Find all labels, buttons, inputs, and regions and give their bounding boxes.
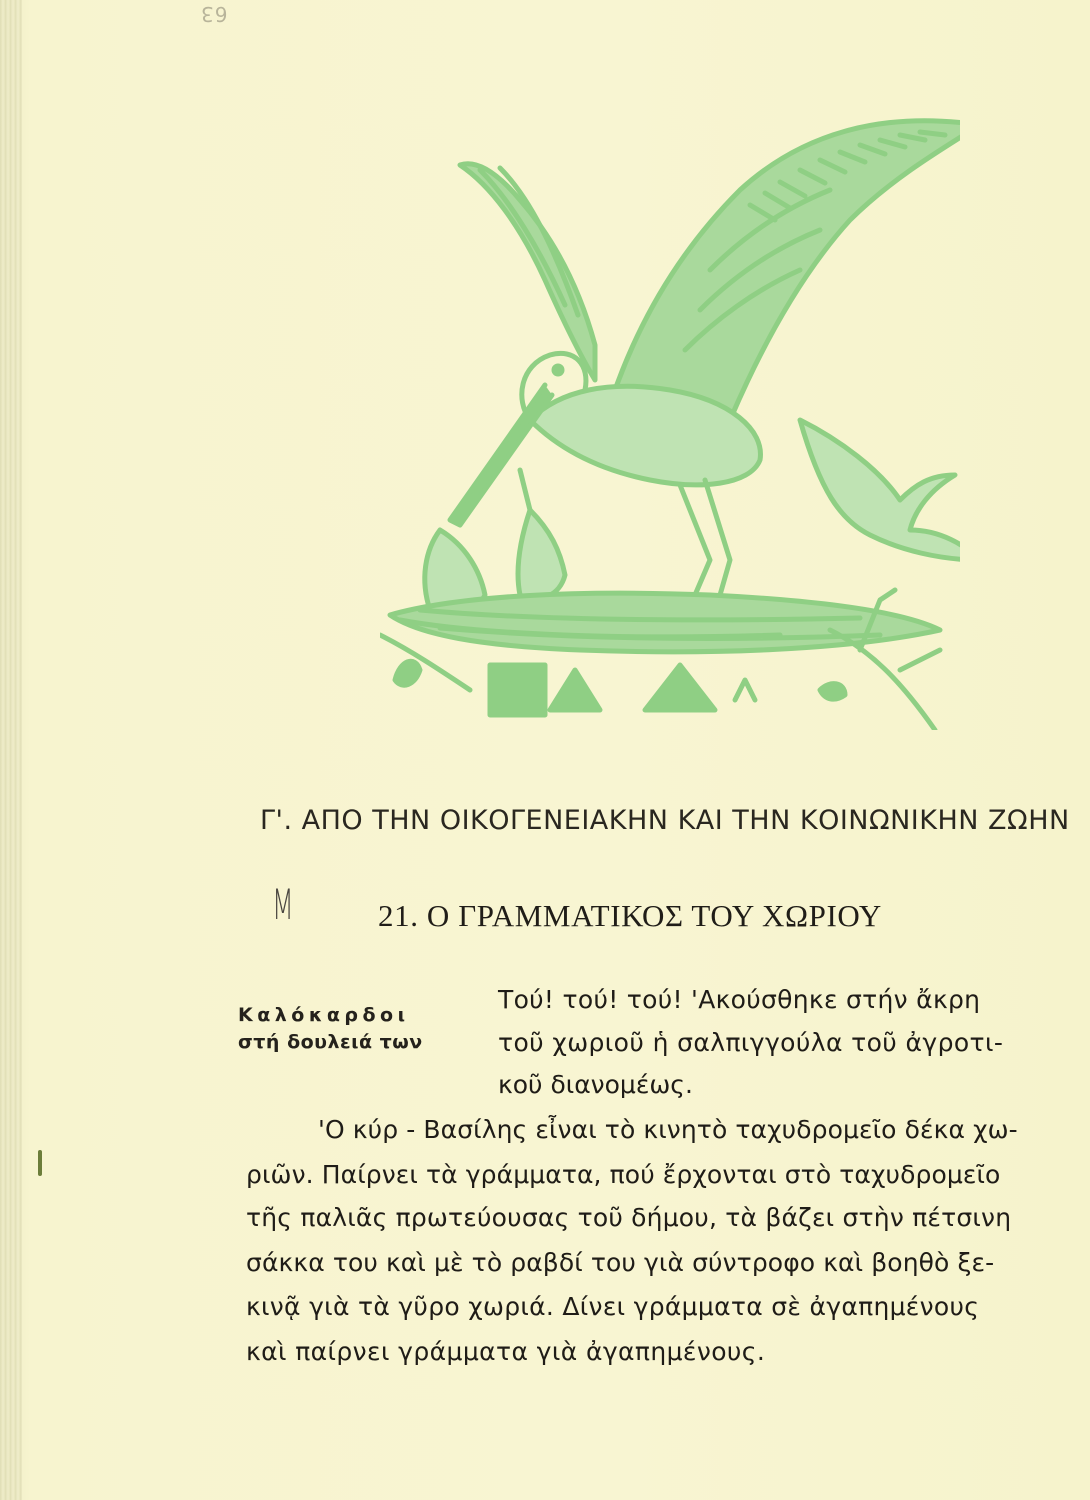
section-heading: Γ'. ΑΠΟ ΤΗΝ ΟΙΚΟΓΕΝΕΙΑΚΗΝ ΚΑΙ ΤΗΝ ΚΟΙΝΩΝΙΚΗΝ ΖΩΗΝ [260,805,1070,836]
page-edge-shadow [0,0,22,1500]
margin-mark: M [272,880,294,929]
body-line-1: Τού! τού! τού! 'Ακούσθηκε στήν ἄκρη [498,985,981,1014]
body-line-7: σάκκα του καὶ μὲ τὸ ραβδί του γιὰ σύντροφο καὶ βοηθὸ ξε- [246,1248,995,1277]
body-line-6: τῆς παλιᾶς πρωτεύουσας τοῦ δήμου, τὰ βάζει στὴν πέτσινη [246,1203,1012,1232]
stork-feeding-chicks-in-nest-icon [380,90,960,730]
body-line-5: ριῶν. Παίρνει τὰ γράμματα, πού ἔρχονται στὸ ταχυδρομεῖο [246,1160,1001,1189]
side-note-line-1: Καλόκαρδοι [238,1004,410,1026]
chapter-title: 21. Ο ΓΡΑΜΜΑΤΙΚΟΣ ΤΟΥ ΧΩΡΙΟΥ [378,898,882,933]
side-note-line-2: στή δουλειά των [238,1031,423,1053]
body-line-8: κινᾷ γιὰ τὰ γῦρο χωριά. Δίνει γράμματα σὲ ἀγαπημένους [246,1292,980,1321]
page-number: 63 [200,2,228,26]
body-line-9: καὶ παίρνει γράμματα γιὰ ἀγαπημένους. [246,1337,766,1366]
side-note [238,1002,468,1056]
body-line-3: κοῦ διανομέως. [498,1070,693,1099]
body-line-2: τοῦ χωριοῦ ἡ σαλπιγγούλα τοῦ ἀγροτι- [498,1028,1004,1057]
body-line-4: 'Ο κύρ - Βασίλης εἶναι τὸ κινητὸ ταχυδρομεῖο δέκα χω- [318,1115,1018,1144]
ink-blot [38,1150,42,1176]
